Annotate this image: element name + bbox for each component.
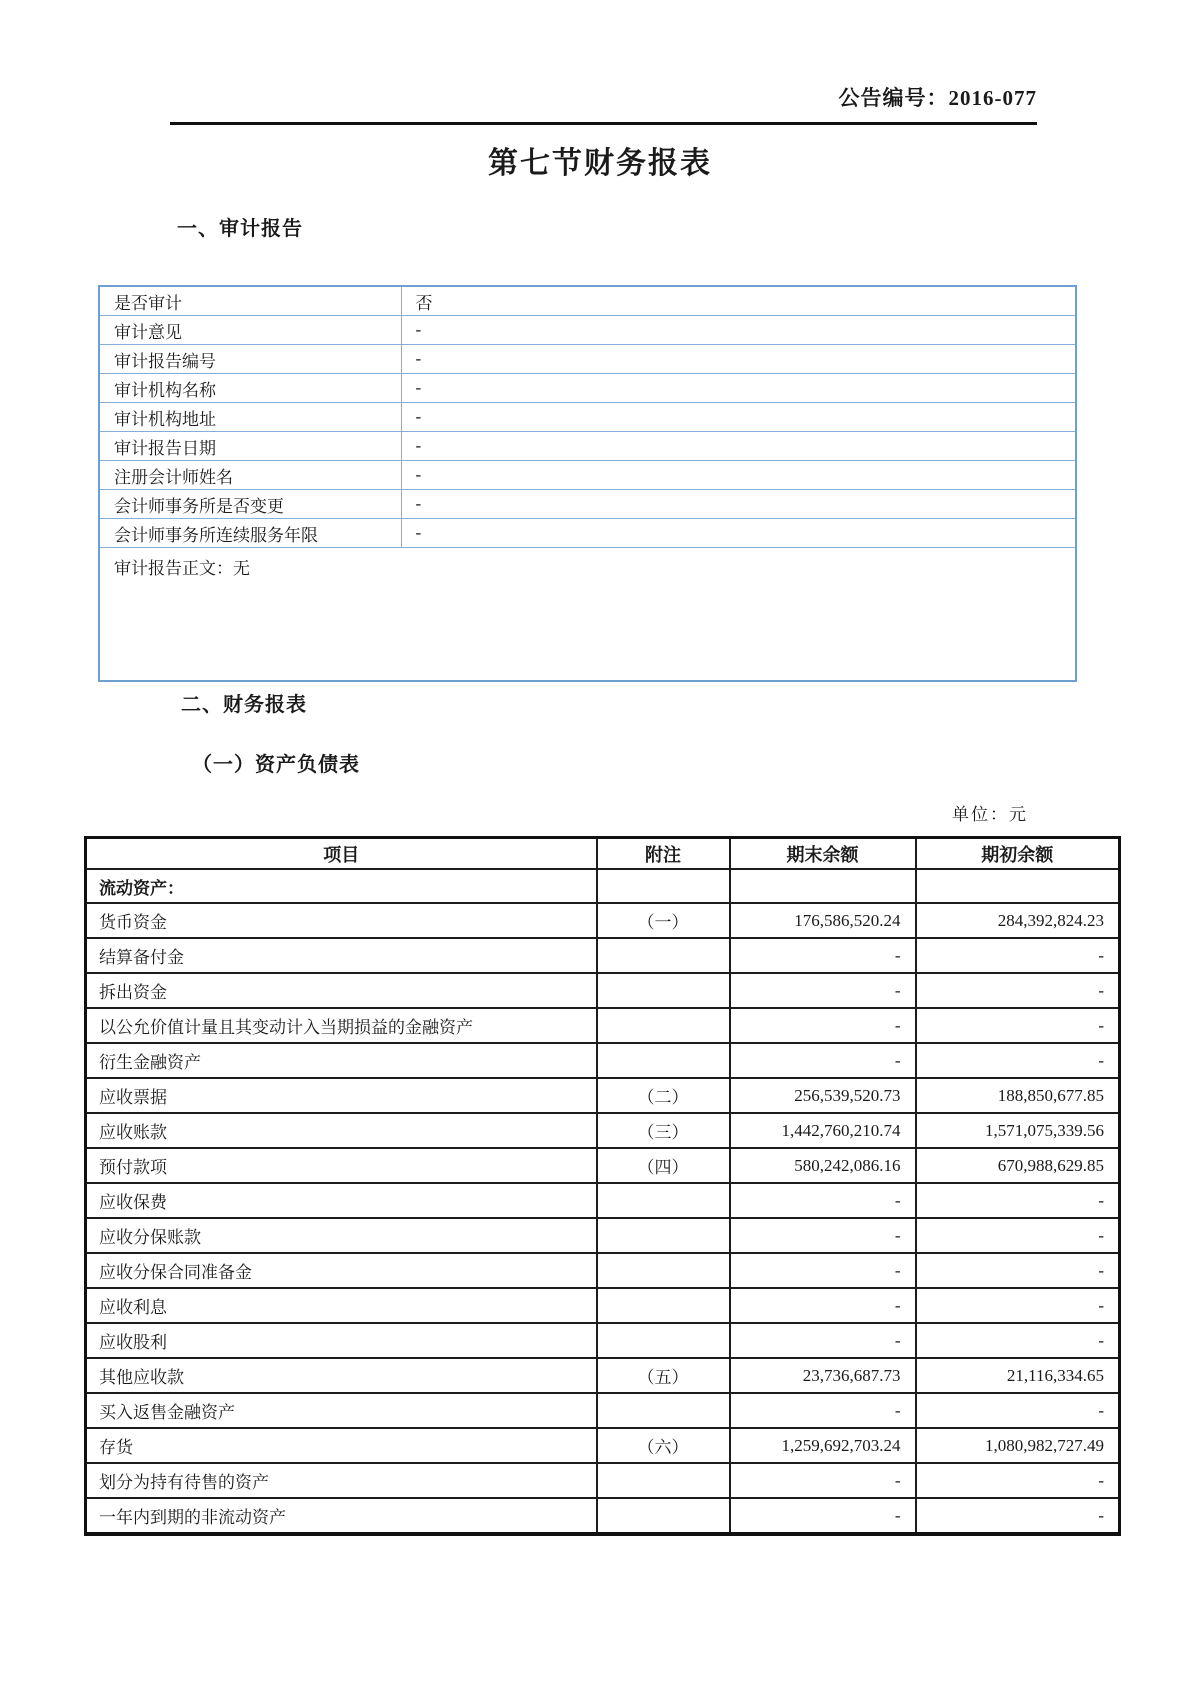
header-rule (170, 122, 1037, 125)
audit-row-value: - (401, 345, 1076, 374)
row-item-name: 货币资金 (86, 903, 597, 938)
row-item-name: 其他应收款 (86, 1358, 597, 1393)
row-begin-balance: - (916, 973, 1120, 1008)
row-note (597, 1183, 730, 1218)
row-end-balance: - (730, 1218, 916, 1253)
balance-table-row (86, 1113, 1120, 1148)
row-note: （二） (597, 1078, 730, 1113)
balance-table-row (86, 1148, 1120, 1183)
row-begin-balance: 670,988,629.85 (916, 1148, 1120, 1183)
row-note (597, 1253, 730, 1288)
col-header-item: 项目 (86, 838, 597, 870)
row-item-name: 应收利息 (86, 1288, 597, 1323)
row-begin-balance: 1,571,075,339.56 (916, 1113, 1120, 1148)
row-begin-balance: - (916, 1008, 1120, 1043)
balance-table-row (86, 1323, 1120, 1358)
row-begin-balance: - (916, 1288, 1120, 1323)
balance-table-row (86, 1463, 1120, 1498)
row-end-balance: - (730, 973, 916, 1008)
balance-sheet-table (84, 836, 1121, 1536)
audit-row-value: - (401, 316, 1076, 345)
balance-table-row (86, 1358, 1120, 1393)
audit-table-row (99, 403, 1076, 432)
row-begin-balance: - (916, 1393, 1120, 1428)
audit-row-value: - (401, 519, 1076, 548)
row-note (597, 1218, 730, 1253)
row-note: （一） (597, 903, 730, 938)
balance-table-row (86, 938, 1120, 973)
row-note (597, 1498, 730, 1534)
row-item-name: 应收账款 (86, 1113, 597, 1148)
section-row-label: 流动资产： (86, 869, 597, 903)
audit-row-value: - (401, 403, 1076, 432)
col-header-begin-balance: 期初余额 (916, 838, 1120, 870)
row-note (597, 973, 730, 1008)
audit-table-row (99, 432, 1076, 461)
balance-sheet-heading: （一）资产负债表 (192, 754, 360, 776)
audit-report-body-row (99, 548, 1076, 682)
row-begin-balance: - (916, 1218, 1120, 1253)
balance-table-row (86, 1183, 1120, 1218)
announcement-number: 公告编号：2016-077 (838, 86, 1037, 110)
balance-table-body (86, 903, 1120, 1534)
audit-table-body (99, 286, 1076, 548)
row-end-balance: 23,736,687.73 (730, 1358, 916, 1393)
row-item-name: 应收保费 (86, 1183, 597, 1218)
row-begin-balance: - (916, 1183, 1120, 1218)
row-note (597, 1323, 730, 1358)
row-note: （三） (597, 1113, 730, 1148)
row-end-balance: 256,539,520.73 (730, 1078, 916, 1113)
balance-table-row (86, 1218, 1120, 1253)
col-header-end-balance: 期末余额 (730, 838, 916, 870)
row-begin-balance: - (916, 1463, 1120, 1498)
balance-table-row (86, 903, 1120, 938)
current-assets-section-row (86, 869, 1120, 903)
audit-section-heading: 一、审计报告 (177, 218, 303, 240)
row-note (597, 1008, 730, 1043)
balance-table-row (86, 1428, 1120, 1463)
audit-row-value: - (401, 490, 1076, 519)
row-begin-balance: 284,392,824.23 (916, 903, 1120, 938)
row-note (597, 1288, 730, 1323)
row-end-balance: 1,442,760,210.74 (730, 1113, 916, 1148)
row-begin-balance: 21,116,334.65 (916, 1358, 1120, 1393)
audit-row-label: 会计师事务所连续服务年限 (99, 519, 401, 548)
section-row-note (597, 869, 730, 903)
audit-table-row (99, 345, 1076, 374)
row-end-balance: - (730, 938, 916, 973)
row-begin-balance: - (916, 1043, 1120, 1078)
audit-row-label: 审计机构名称 (99, 374, 401, 403)
audit-table-row (99, 461, 1076, 490)
audit-row-label: 会计师事务所是否变更 (99, 490, 401, 519)
audit-table-footer-body (99, 548, 1076, 682)
col-header-note: 附注 (597, 838, 730, 870)
audit-row-value: - (401, 374, 1076, 403)
row-end-balance: 176,586,520.24 (730, 903, 916, 938)
row-item-name: 结算备付金 (86, 938, 597, 973)
row-item-name: 预付款项 (86, 1148, 597, 1183)
row-begin-balance: - (916, 1323, 1120, 1358)
row-begin-balance: 1,080,982,727.49 (916, 1428, 1120, 1463)
audit-table-row (99, 490, 1076, 519)
row-note: （四） (597, 1148, 730, 1183)
section-row-begin (916, 869, 1120, 903)
audit-table-row (99, 374, 1076, 403)
balance-table-row (86, 973, 1120, 1008)
row-item-name: 划分为持有待售的资产 (86, 1463, 597, 1498)
row-note: （五） (597, 1358, 730, 1393)
audit-row-value: - (401, 432, 1076, 461)
audit-row-label: 审计报告编号 (99, 345, 401, 374)
audit-row-label: 审计报告日期 (99, 432, 401, 461)
balance-table-row (86, 1253, 1120, 1288)
row-end-balance: - (730, 1043, 916, 1078)
balance-table-row (86, 1043, 1120, 1078)
audit-row-label: 审计意见 (99, 316, 401, 345)
row-end-balance: 1,259,692,703.24 (730, 1428, 916, 1463)
section-row-end (730, 869, 916, 903)
row-item-name: 衍生金融资产 (86, 1043, 597, 1078)
audit-row-label: 审计机构地址 (99, 403, 401, 432)
audit-table-row (99, 286, 1076, 316)
audit-row-value: 否 (401, 286, 1076, 316)
row-item-name: 应收票据 (86, 1078, 597, 1113)
audit-table-row (99, 316, 1076, 345)
row-note (597, 1043, 730, 1078)
row-item-name: 以公允价值计量且其变动计入当期损益的金融资产 (86, 1008, 597, 1043)
page-title: 第七节财务报表 (488, 147, 712, 180)
row-item-name: 一年内到期的非流动资产 (86, 1498, 597, 1534)
unit-label: 单位：元 (952, 805, 1028, 824)
row-item-name: 应收分保账款 (86, 1218, 597, 1253)
row-end-balance: - (730, 1498, 916, 1534)
row-begin-balance: - (916, 938, 1120, 973)
balance-table-row (86, 1078, 1120, 1113)
row-end-balance: - (730, 1288, 916, 1323)
balance-header-row (86, 838, 1120, 870)
row-begin-balance: - (916, 1498, 1120, 1534)
balance-table-row (86, 1288, 1120, 1323)
row-note (597, 1393, 730, 1428)
row-end-balance: - (730, 1463, 916, 1498)
row-end-balance: 580,242,086.16 (730, 1148, 916, 1183)
row-item-name: 买入返售金融资产 (86, 1393, 597, 1428)
balance-table-row (86, 1393, 1120, 1428)
audit-row-label: 是否审计 (99, 286, 401, 316)
audit-row-value: - (401, 461, 1076, 490)
row-begin-balance: - (916, 1253, 1120, 1288)
row-end-balance: - (730, 1008, 916, 1043)
audit-report-body-text: 审计报告正文：无 (99, 548, 1076, 682)
balance-table-row (86, 1498, 1120, 1534)
row-note: （六） (597, 1428, 730, 1463)
row-end-balance: - (730, 1323, 916, 1358)
row-item-name: 应收股利 (86, 1323, 597, 1358)
audit-report-table (98, 285, 1077, 682)
row-end-balance: - (730, 1183, 916, 1218)
row-end-balance: - (730, 1393, 916, 1428)
row-item-name: 拆出资金 (86, 973, 597, 1008)
audit-table-row (99, 519, 1076, 548)
row-item-name: 存货 (86, 1428, 597, 1463)
row-note (597, 938, 730, 973)
balance-table-row (86, 1008, 1120, 1043)
row-end-balance: - (730, 1253, 916, 1288)
row-note (597, 1463, 730, 1498)
audit-row-label: 注册会计师姓名 (99, 461, 401, 490)
statements-section-heading: 二、财务报表 (181, 694, 307, 716)
row-item-name: 应收分保合同准备金 (86, 1253, 597, 1288)
row-begin-balance: 188,850,677.85 (916, 1078, 1120, 1113)
